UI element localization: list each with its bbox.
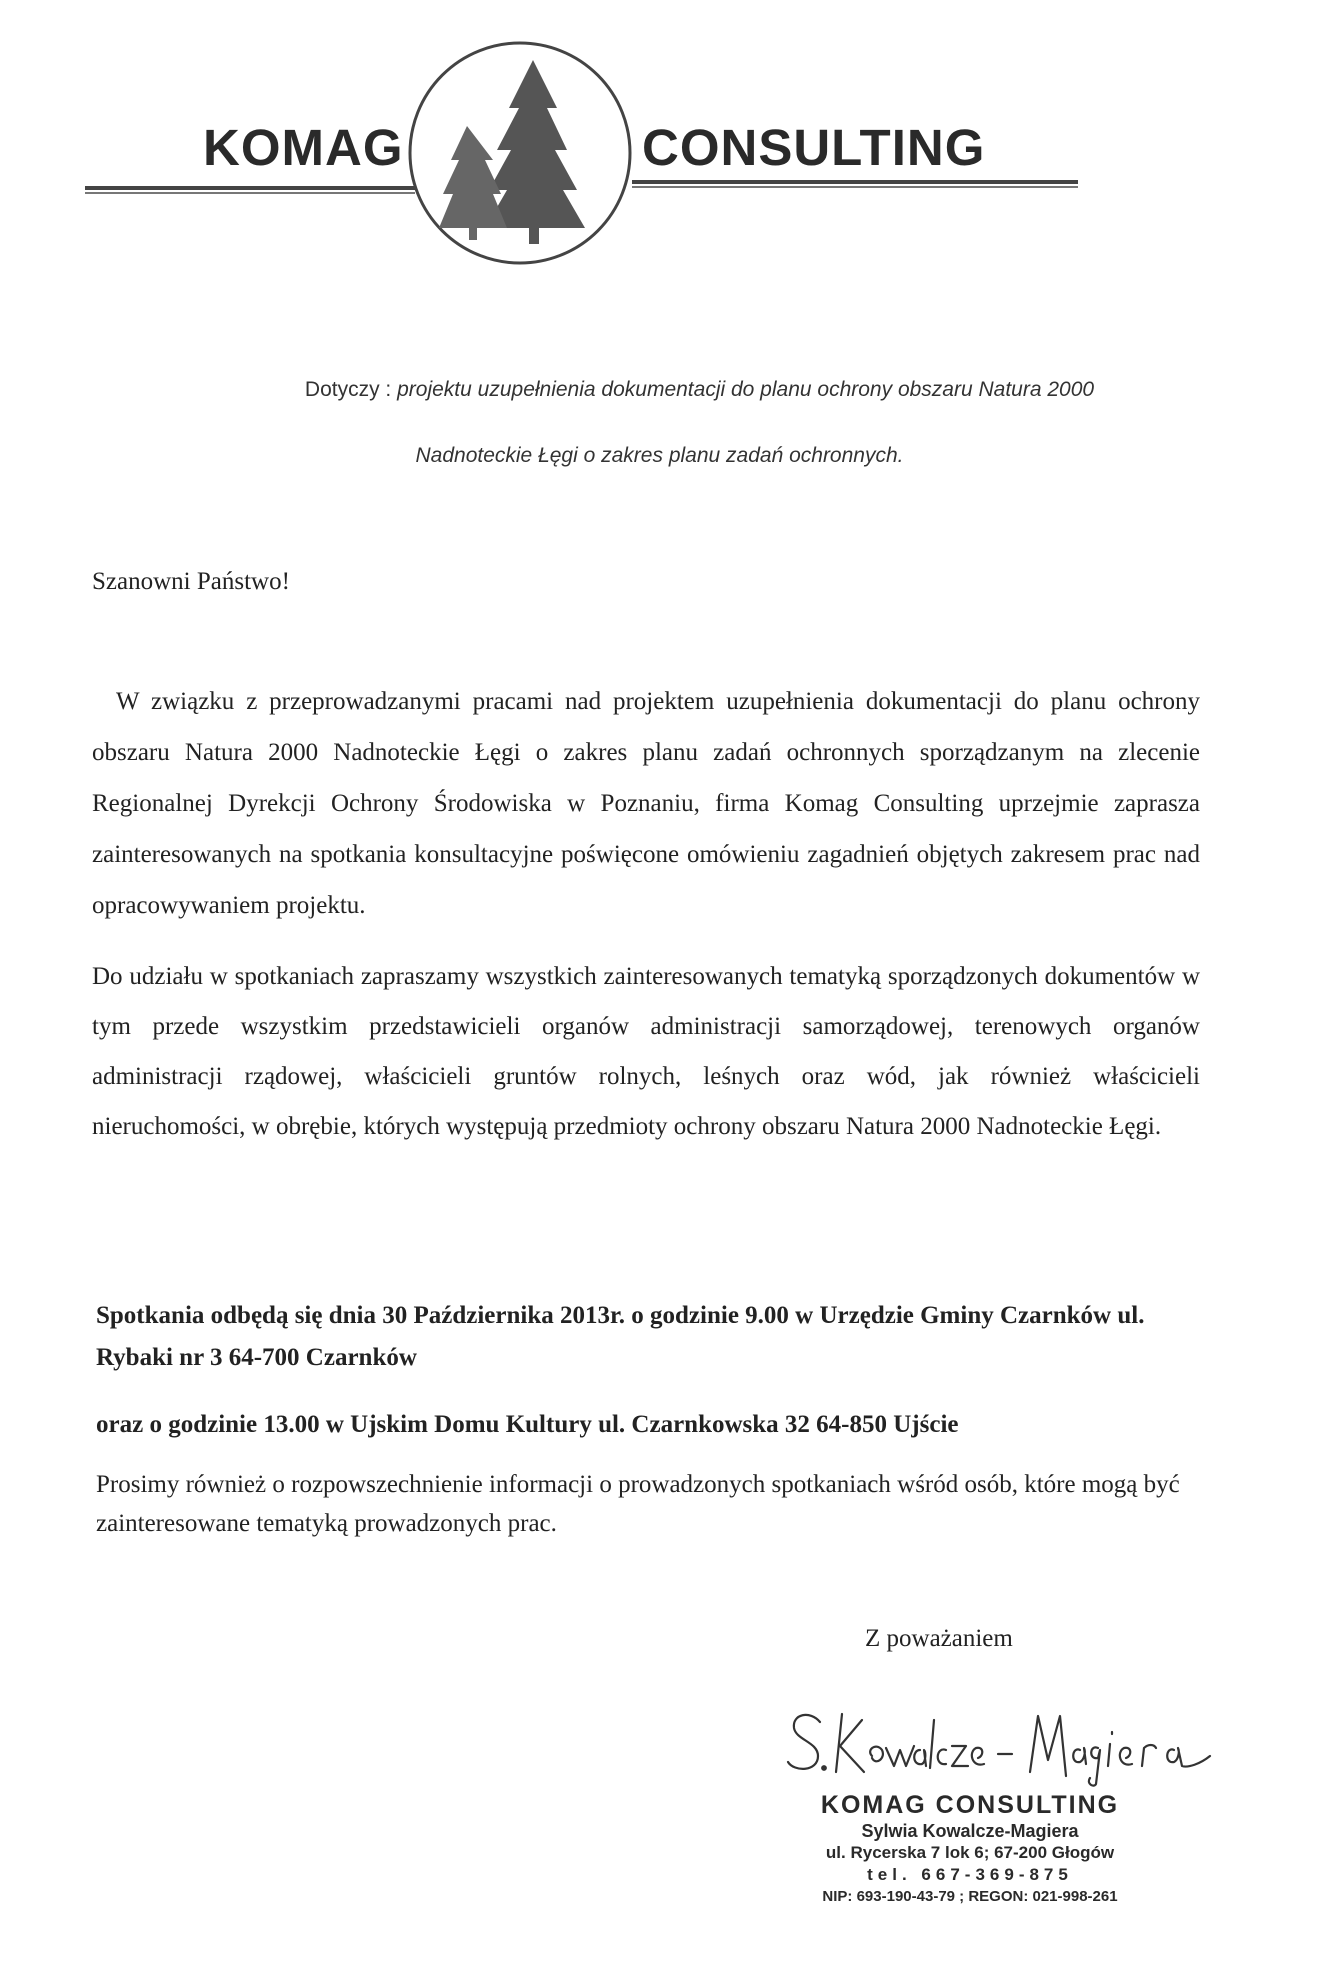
body-paragraph-2: Do udziału w spotkaniach zapraszamy wszystkich zainteresowanych tematyką sporządzonych dokumentów w tym przede wszystkim przedstawicieli organów administracji samorządowej, terenowych organów administracji rządowej, właścicieli gruntów rolnych, leśnych oraz wód, jak również właścicieli nieruchomości, w obrębie, których występują przedmioty ochrony obszaru Natura 2000 Nadnoteckie Łęgi. (92, 963, 1200, 1140)
request-paragraph: Prosimy również o rozpowszechnienie informacji o prowadzonych spotkaniach wśród osób, które mogą być zainteresowane tematyką prowadzonych prac. (96, 1471, 1180, 1537)
subject-text-2: Nadnoteckie Łęgi o zakres planu zadań ochronnych. (415, 444, 904, 467)
subject-prefix: Dotyczy : (304, 378, 398, 401)
body-paragraph-1: W związku z przeprowadzanymi pracami nad projektem uzupełnienia dokumentacji do planu ochrony obszaru Natura 2000 Nadnoteckie Łęgi o zakres planu zadań ochronnych sporządzanym na zlecenie Regionalnej Dyrekcji Ochrony Środowiska w Poznaniu, firma Komag Consulting uprzejmie zaprasza zainteresowanych na spotkania konsultacyjne poświęcone omówieniu zagadnień objętych zakresem prac nad opracowywaniem projektu. (92, 688, 1200, 919)
company-stamp (770, 1790, 1170, 1908)
brand-right-text: CONSULTING (642, 119, 986, 176)
subject-line-1 (40, 378, 1319, 402)
stamp-phone: tel. 667-369-875 (867, 1865, 1073, 1884)
tree-emblem-icon (405, 38, 635, 268)
closing-text: Z poważaniem (865, 1625, 1013, 1652)
meeting-info-2: oraz o godzinie 13.00 w Ujskim Domu Kultury ul. Czarnkowska 32 64-850 Ujście (96, 1411, 959, 1438)
handwritten-signature (780, 1680, 1220, 1790)
stamp-address: ul. Rycerska 7 lok 6; 67-200 Głogów (825, 1843, 1115, 1862)
letterhead-rule-right-thin (632, 186, 1078, 188)
stamp-company-name: KOMAG CONSULTING (820, 1791, 1120, 1819)
letterhead-rule-right (632, 180, 1078, 184)
salutation: Szanowni Państwo! (92, 568, 290, 595)
letterhead-rule-left-thin (85, 192, 415, 194)
stamp-tax-ids: NIP: 693-190-43-79 ; REGON: 021-998-261 (822, 1888, 1118, 1905)
letterhead-rule-left (85, 186, 415, 190)
subject-line-2 (0, 444, 1319, 468)
subject-text-1: projektu uzupełnienia dokumentacji do planu ochrony obszaru Natura 2000 (397, 378, 1095, 401)
brand-left-text: KOMAG (203, 119, 404, 176)
stamp-person-name: Sylwia Kowalcze-Magiera (861, 1821, 1079, 1841)
meeting-info-1: Spotkania odbędą się dnia 30 Października 2013r. o godzinie 9.00 w Urzędzie Gminy Czarnków ul. Rybaki nr 3 64-700 Czarnków (96, 1302, 1145, 1371)
